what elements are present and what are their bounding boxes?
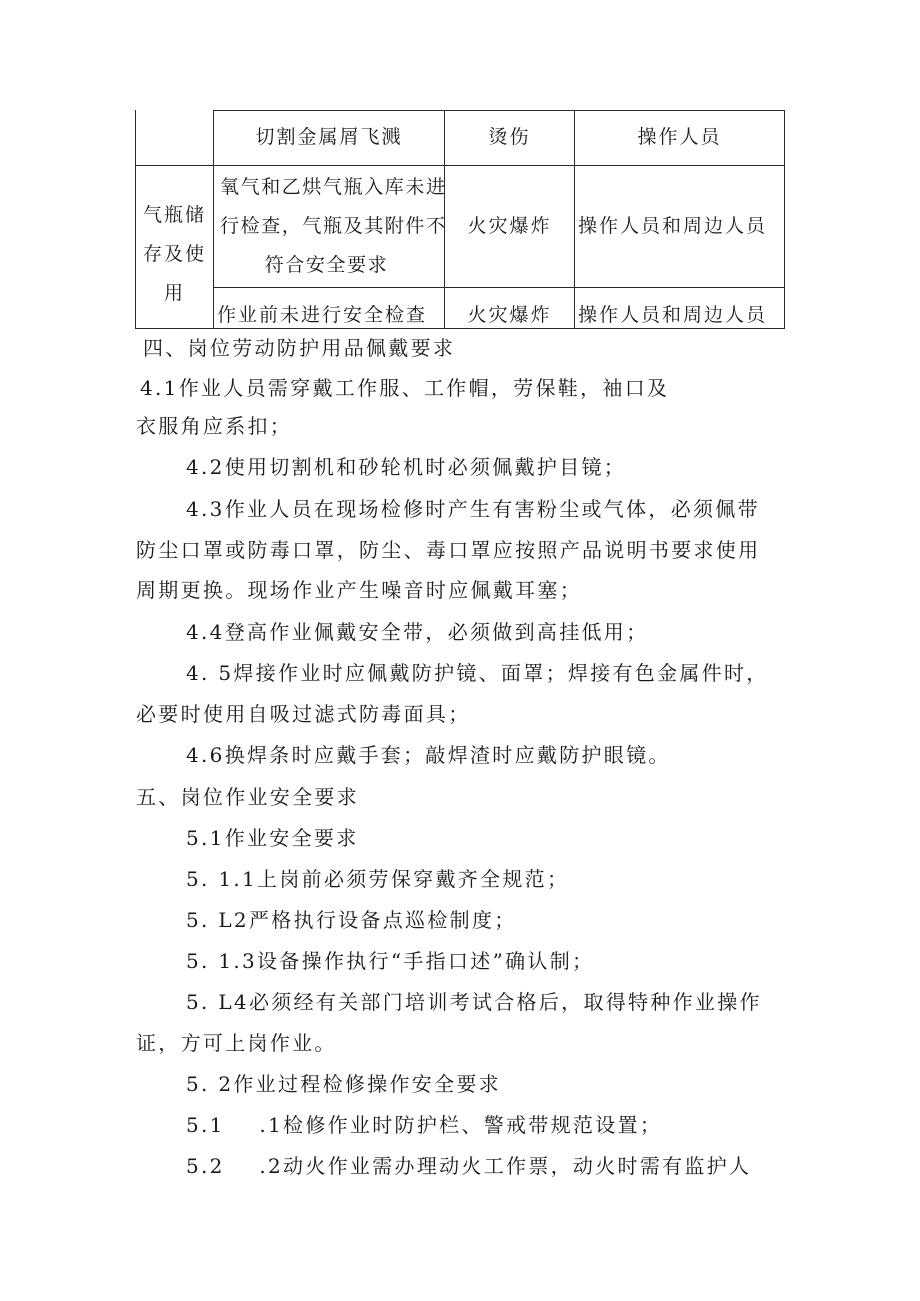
paragraph: 5.1 .1检修作业时防护栏、警戒带规范设置； bbox=[186, 1113, 663, 1137]
section-heading: 四、岗位劳动防护用品佩戴要求 bbox=[143, 336, 456, 360]
paragraph: 4.3作业人员在现场检修时产生有害粉尘或气体，必须佩带 bbox=[186, 497, 760, 521]
paragraph: 5.2 .2动火作业需办理动火工作票，动火时需有监护人 bbox=[186, 1154, 752, 1178]
paragraph: 4.6换焊条时应戴手套；敲焊渣时应戴防护眼镜。 bbox=[186, 743, 671, 767]
table-cell-consequence: 火灾爆炸 bbox=[467, 304, 552, 326]
paragraph: 5. 1.3设备操作执行“手指口述”确认制； bbox=[186, 949, 595, 973]
paragraph: 证，方可上岗作业。 bbox=[136, 1031, 337, 1055]
table-cell-hazard bbox=[220, 168, 447, 285]
table-border-row2 bbox=[213, 287, 785, 288]
paragraph: 4.2使用切割机和砂轮机时必须佩戴护目镜； bbox=[186, 455, 627, 479]
section-heading: 五、岗位作业安全要求 bbox=[136, 785, 359, 809]
table-border-row1 bbox=[135, 165, 785, 166]
paragraph: 5. L4必须经有关部门培训考试合格后，取得特种作业操作 bbox=[186, 990, 762, 1014]
table-border-top bbox=[213, 110, 785, 111]
paragraph: 4.1作业人员需穿戴工作服、工作帽，劳保鞋，袖口及 bbox=[140, 376, 670, 400]
group-label-line: 气瓶储 bbox=[142, 204, 206, 226]
cell-line: 行检查，气瓶及其附件不 bbox=[220, 215, 447, 237]
group-label-line: 用 bbox=[163, 282, 185, 304]
table-cell-affected: 操作人员 bbox=[637, 126, 722, 148]
paragraph: 衣服角应系扣； bbox=[136, 414, 293, 438]
table-border-right bbox=[784, 110, 785, 329]
table-cell-affected: 操作人员和周边人员 bbox=[578, 215, 768, 237]
group-label-line: 存及使 bbox=[142, 243, 206, 265]
cell-line: 氧气和乙烘气瓶入库未进 bbox=[220, 176, 447, 198]
table-group-label bbox=[136, 196, 213, 313]
paragraph: 5. L2严格执行设备点巡检制度； bbox=[186, 908, 517, 932]
paragraph: 5. 1.1上岗前必须劳保穿戴齐全规范； bbox=[186, 867, 570, 891]
paragraph: 必要时使用自吸过滤式防毒面具； bbox=[136, 702, 471, 726]
paragraph: 4. 5焊接作业时应佩戴防护镜、面罩；焊接有色金属件时， bbox=[186, 661, 769, 685]
paragraph: 5. 2作业过程检修操作安全要求 bbox=[186, 1072, 501, 1096]
table-cell-hazard: 切割金属屑飞溅 bbox=[255, 126, 403, 148]
paragraph: 4.4登高作业佩戴安全带，必须做到高挂低用； bbox=[186, 620, 649, 644]
paragraph: 防尘口罩或防毒口罩，防尘、毒口罩应按照产品说明书要求使用 bbox=[136, 538, 761, 562]
paragraph: 周期更换。现场作业产生噪音时应佩戴耳塞； bbox=[136, 578, 582, 602]
table-cell-consequence: 烫伤 bbox=[488, 126, 531, 148]
table-cell-affected: 操作人员和周边人员 bbox=[578, 304, 768, 326]
table-cell-consequence: 火灾爆炸 bbox=[467, 215, 552, 237]
paragraph: 5.1作业安全要求 bbox=[186, 826, 359, 850]
table-cell-hazard: 作业前未进行安全检查 bbox=[217, 304, 428, 326]
cell-line: 符合安全要求 bbox=[264, 254, 389, 276]
